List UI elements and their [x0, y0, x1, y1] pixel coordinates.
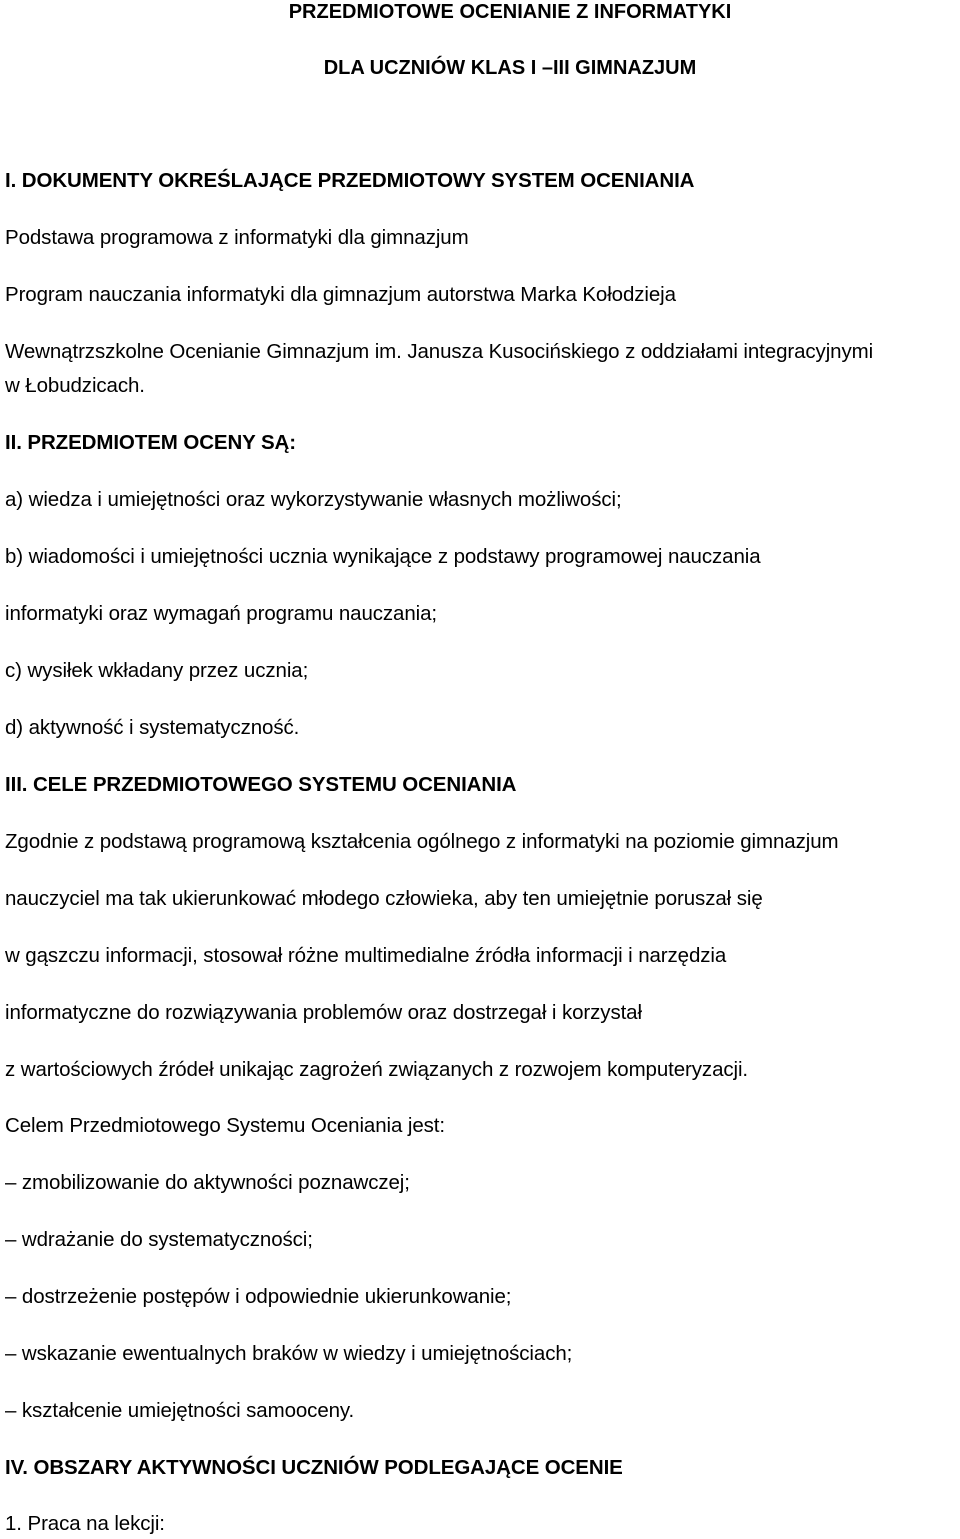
section-2-line: d) aktywność i systematyczność.	[5, 716, 300, 739]
section-1-line: Wewnątrzszkolne Ocenianie Gimnazjum im. Janusza Kusocińskiego z oddziałami integracyjnymi	[5, 340, 874, 363]
section-2-line: informatyki oraz wymagań programu nauczania;	[5, 602, 437, 625]
section-1-line: w Łobudzicach.	[5, 374, 145, 397]
section-3-line: z wartościowych źródeł unikając zagrożeń związanych z rozwojem komputeryzacji.	[5, 1058, 749, 1081]
section-3-line: nauczyciel ma tak ukierunkować młodego człowieka, aby ten umiejętnie poruszał się	[5, 887, 763, 910]
section-3-list-item: – kształcenie umiejętności samooceny.	[5, 1399, 355, 1422]
section-1-line: Podstawa programowa z informatyki dla gimnazjum	[5, 226, 469, 249]
section-2-line: c) wysiłek wkładany przez ucznia;	[5, 659, 309, 682]
section-3-line: w gąszczu informacji, stosował różne multimedialne źródła informacji i narzędzia	[5, 944, 727, 967]
section-1-heading: I. DOKUMENTY OKREŚLAJĄCE PRZEDMIOTOWY SYSTEM OCENIANIA	[5, 169, 695, 192]
document-subtitle: DLA UCZNIÓW KLAS I –III GIMNAZJUM	[323, 57, 697, 79]
section-3-line: informatyczne do rozwiązywania problemów oraz dostrzegał i korzystał	[5, 1001, 642, 1024]
section-2-heading: II. PRZEDMIOTEM OCENY SĄ:	[5, 431, 296, 454]
section-2-line: a) wiedza i umiejętności oraz wykorzystywanie własnych możliwości;	[5, 488, 622, 511]
section-1-line: Program nauczania informatyki dla gimnazjum autorstwa Marka Kołodzieja	[5, 283, 676, 306]
section-2-line: b) wiadomości i umiejętności ucznia wynikające z podstawy programowej nauczania	[5, 545, 761, 568]
document-title: PRZEDMIOTOWE OCENIANIE Z INFORMATYKI	[288, 1, 732, 23]
section-3-heading: III. CELE PRZEDMIOTOWEGO SYSTEMU OCENIANIA	[5, 773, 517, 796]
section-3-list-item: – zmobilizowanie do aktywności poznawczej;	[5, 1171, 410, 1194]
section-4-heading: IV. OBSZARY AKTYWNOŚCI UCZNIÓW PODLEGAJĄCE OCENIE	[5, 1456, 623, 1479]
section-3-line: Celem Przedmiotowego Systemu Oceniania jest:	[5, 1114, 445, 1137]
section-3-list-item: – dostrzeżenie postępów i odpowiednie ukierunkowanie;	[5, 1285, 512, 1308]
section-3-list-item: – wskazanie ewentualnych braków w wiedzy i umiejętnościach;	[5, 1342, 573, 1365]
section-3-list-item: – wdrażanie do systematyczności;	[5, 1228, 313, 1251]
section-3-line: Zgodnie z podstawą programową kształcenia ogólnego z informatyki na poziomie gimnazjum	[5, 830, 839, 853]
section-4-line: 1. Praca na lekcji:	[5, 1512, 165, 1535]
